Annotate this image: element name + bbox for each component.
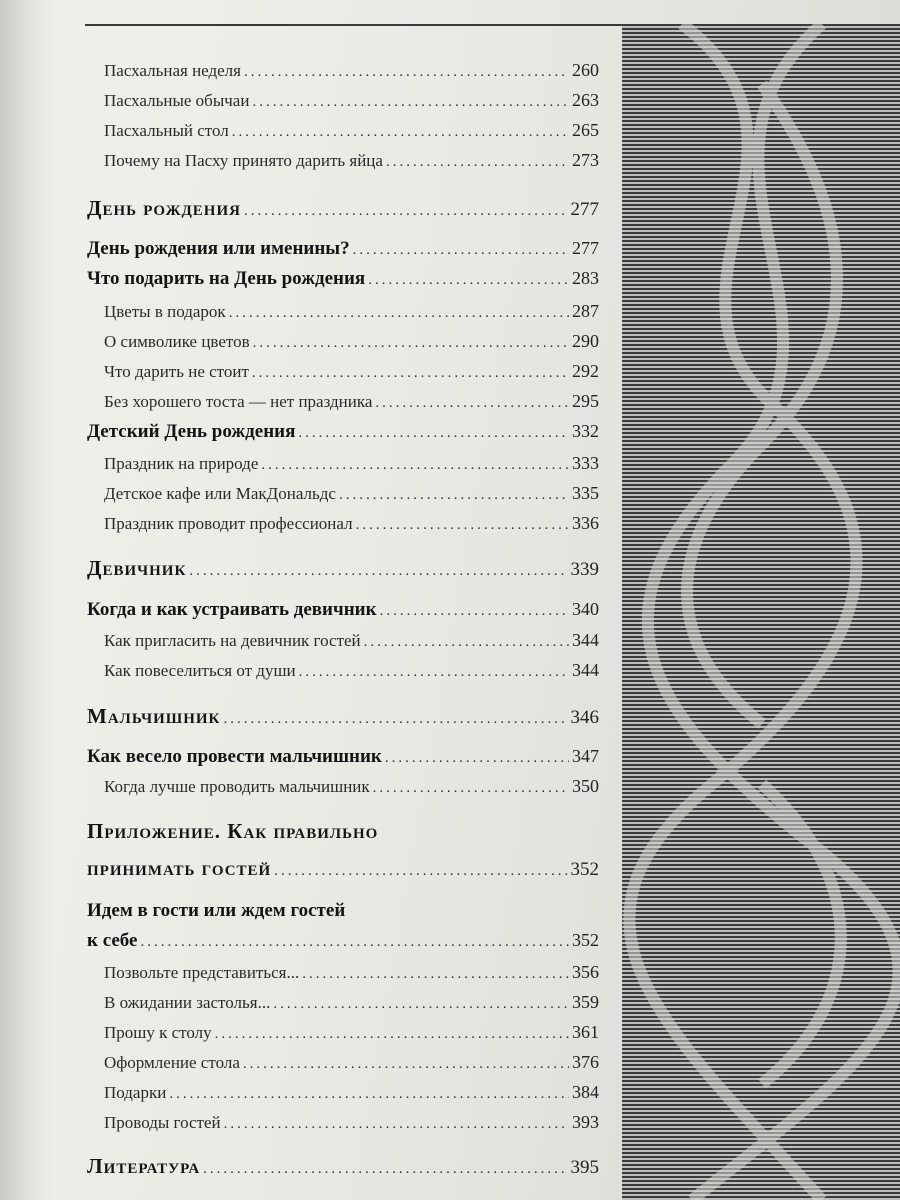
ornament-wave-pattern: [622, 24, 900, 1200]
dot-leader: [386, 154, 569, 171]
toc-entry-title: Что дарить не стоит: [104, 362, 249, 381]
dot-leader: [373, 780, 569, 797]
toc-entry-page: 287: [572, 301, 599, 321]
toc-entry-page: 336: [572, 513, 599, 533]
dot-leader: [368, 272, 569, 289]
dot-leader: [243, 1056, 569, 1073]
toc-section-title: Когда и как устраивать девичник: [87, 599, 377, 620]
dot-leader: [364, 634, 569, 651]
toc-entry: [87, 513, 599, 534]
toc-entry-title: Пасхальные обычаи: [104, 91, 250, 110]
toc-entry-title: Праздник на природе: [104, 454, 259, 473]
toc-entry-title: Цветы в подарок: [104, 302, 226, 321]
toc-entry-page: 332: [572, 421, 599, 441]
dot-leader: [385, 750, 569, 767]
dot-leader: [356, 517, 569, 534]
toc-chapter: [87, 1154, 599, 1179]
dot-leader: [380, 603, 569, 620]
toc-entry-title: Почему на Пасху принято дарить яйца: [104, 151, 383, 170]
toc-section-title: Детский День рождения: [87, 421, 296, 442]
toc-entry-page: 265: [572, 120, 599, 140]
toc-chapter: [87, 704, 599, 729]
toc-chapter: [87, 556, 599, 581]
toc-entry: [87, 630, 599, 651]
decorative-stripe-panel: [622, 24, 900, 1200]
toc-entry-page: 273: [572, 150, 599, 170]
toc-entry-title: Как пригласить на девичник гостей: [104, 631, 361, 650]
toc-entry: [87, 301, 599, 322]
toc-entry-title: Детское кафе или МакДональдс: [104, 484, 336, 503]
toc-entry-page: 263: [572, 90, 599, 110]
toc-entry-page: 356: [572, 962, 599, 982]
toc-entry: [87, 992, 599, 1013]
dot-leader: [203, 1161, 567, 1178]
toc-chapter-title: принимать гостей: [87, 856, 272, 880]
toc-chapter: [87, 196, 599, 221]
toc-entry-title: Оформление стола: [104, 1053, 240, 1072]
toc-entry-page: 352: [570, 859, 599, 880]
toc-entry: [87, 361, 599, 382]
toc-chapter: [87, 856, 599, 881]
toc-entry-page: 352: [572, 930, 599, 950]
toc-chapter-title: Литература: [87, 1154, 201, 1178]
toc-entry: [87, 331, 599, 352]
toc-section: [87, 268, 599, 290]
toc-section: [87, 930, 599, 952]
toc-entry-title: Подарки: [104, 1083, 167, 1102]
toc-entry-title: Прошу к столу: [104, 1023, 212, 1042]
dot-leader: [261, 457, 569, 474]
page-binding-edge: [0, 0, 52, 1200]
toc-section-title: День рождения или именины?: [87, 238, 350, 259]
dot-leader: [189, 563, 567, 580]
dot-leader: [353, 242, 569, 259]
toc-entry: [87, 660, 599, 681]
dot-leader: [299, 664, 569, 681]
toc-entry-title: О символике цветов: [104, 332, 250, 351]
toc-entry-page: 384: [572, 1082, 599, 1102]
toc-entry: [87, 483, 599, 504]
dot-leader: [169, 1086, 569, 1103]
toc-entry: [87, 90, 599, 111]
toc-entry: [87, 962, 599, 983]
toc-entry: [87, 1022, 599, 1043]
dot-leader: [274, 863, 567, 880]
dot-leader: [244, 64, 569, 81]
dot-leader: [273, 996, 569, 1013]
toc-entry-page: 295: [572, 391, 599, 411]
dot-leader: [252, 365, 569, 382]
toc-section: [87, 746, 599, 768]
dot-leader: [252, 94, 569, 111]
toc-entry: [87, 391, 599, 412]
toc-entry-page: 277: [572, 238, 599, 258]
toc-entry-title: Как повеселиться от души: [104, 661, 296, 680]
toc-entry: [87, 776, 599, 797]
toc-chapter-title: Мальчишник: [87, 704, 221, 728]
toc-entry-title: Позвольте представиться...: [104, 963, 300, 982]
toc-entry-page: 361: [572, 1022, 599, 1042]
toc-chapter-title: День рождения: [87, 196, 241, 220]
toc-entry: [87, 60, 599, 81]
toc-entry-title: Праздник проводит профессионал: [104, 514, 353, 533]
toc-entry: [87, 1082, 599, 1103]
dot-leader: [224, 1116, 569, 1133]
toc-entry-page: 376: [572, 1052, 599, 1072]
top-rule: [85, 24, 645, 26]
toc-entry-page: 340: [572, 599, 599, 619]
toc-entry-page: 344: [572, 630, 599, 650]
dot-leader: [232, 124, 569, 141]
toc-entry-title: Проводы гостей: [104, 1113, 221, 1132]
toc-entry-page: 283: [572, 268, 599, 288]
toc-entry-page: 350: [572, 776, 599, 796]
dot-leader: [298, 425, 569, 442]
toc-section: [87, 421, 599, 443]
dot-leader: [223, 711, 567, 728]
toc-entry-title: Когда лучше проводить мальчишник: [104, 777, 370, 796]
toc-section-title: Что подарить на День рождения: [87, 268, 366, 289]
toc-section: [87, 599, 599, 621]
toc-entry-title: Пасхальный стол: [104, 121, 229, 140]
toc-entry-page: 277: [570, 199, 599, 220]
toc-entry: [87, 1112, 599, 1133]
toc-entry: [87, 150, 599, 171]
dot-leader: [339, 487, 569, 504]
toc-section-title: Как весело провести мальчишник: [87, 746, 382, 767]
toc-entry: [87, 120, 599, 141]
toc-chapter-title: Девичник: [87, 556, 187, 580]
toc-chapter-title-line1: Приложение. Как правильно: [87, 819, 379, 843]
dot-leader: [215, 1026, 569, 1043]
toc-entry: [87, 453, 599, 474]
dot-leader: [244, 203, 568, 220]
toc-section: [87, 238, 599, 260]
toc-entry-page: 359: [572, 992, 599, 1012]
toc-entry-page: 290: [572, 331, 599, 351]
toc-entry-page: 333: [572, 453, 599, 473]
toc-entry-title: В ожидании застолья...: [104, 993, 271, 1012]
toc-entry-page: 344: [572, 660, 599, 680]
toc-section-title-line1: Идем в гости или ждем гостей: [87, 900, 346, 921]
toc-entry-page: 292: [572, 361, 599, 381]
dot-leader: [375, 395, 569, 412]
toc-entry-page: 395: [570, 1157, 599, 1178]
dot-leader: [140, 934, 569, 951]
dot-leader: [253, 335, 569, 352]
toc-section-title: к себе: [87, 930, 138, 951]
toc-entry-page: 393: [572, 1112, 599, 1132]
dot-leader: [302, 966, 569, 983]
toc-entry-page: 335: [572, 483, 599, 503]
toc-entry-page: 347: [572, 746, 599, 766]
toc-entry-title: Пасхальная неделя: [104, 61, 241, 80]
toc-entry-page: 260: [572, 60, 599, 80]
toc-entry-page: 346: [570, 707, 599, 728]
toc-entry-title: Без хорошего тоста — нет праздника: [104, 392, 373, 411]
toc-entry: [87, 1052, 599, 1073]
toc-entry-page: 339: [570, 559, 599, 580]
dot-leader: [229, 305, 569, 322]
